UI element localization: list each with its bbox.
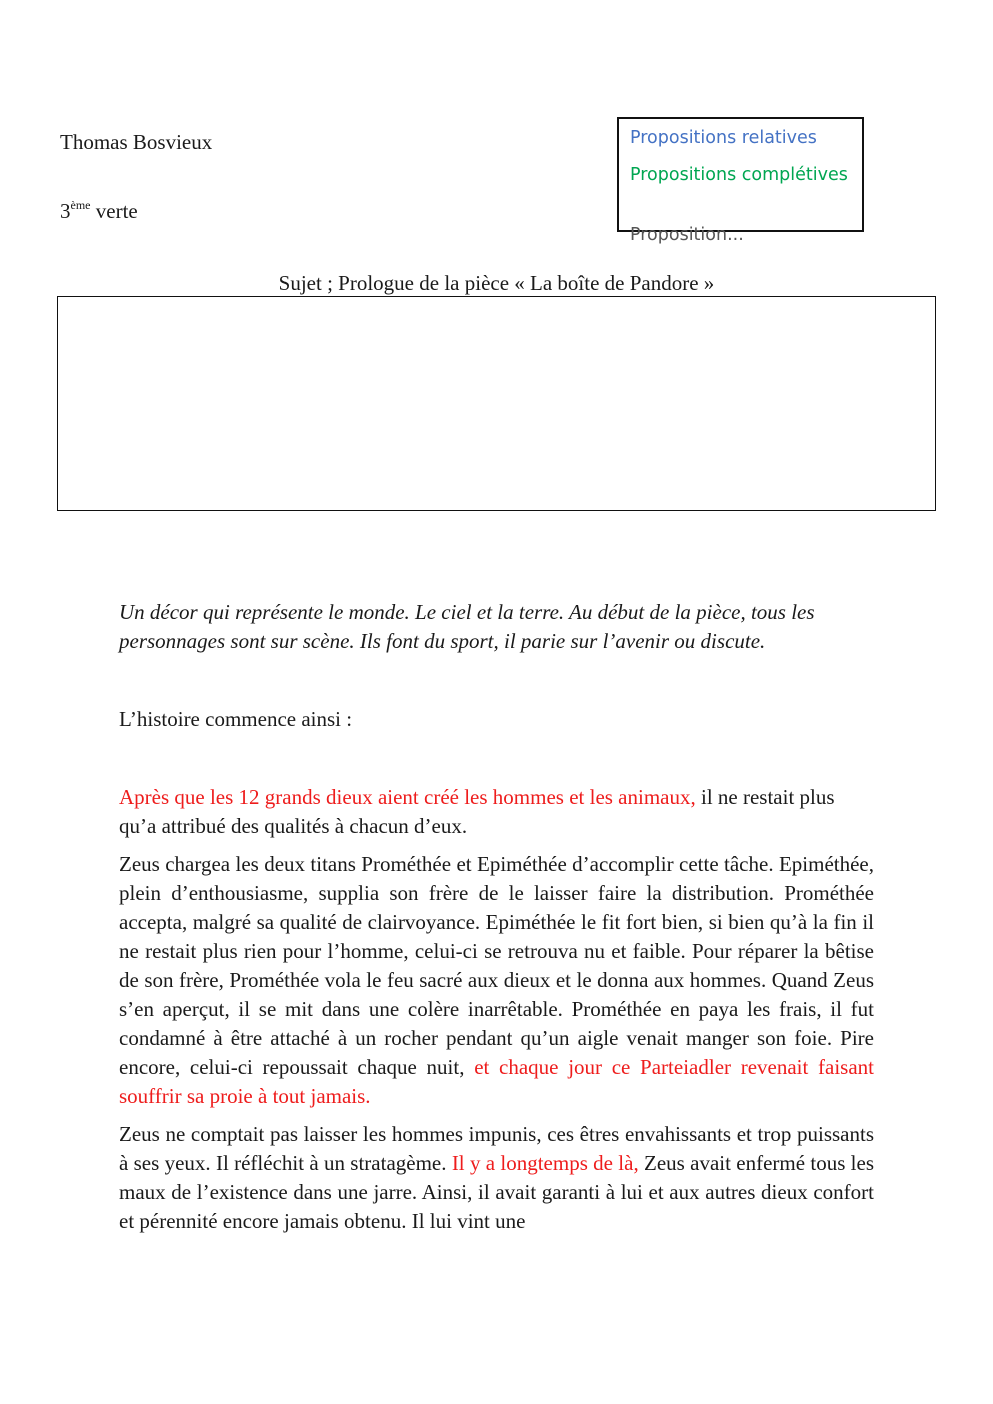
story-body xyxy=(119,783,874,1236)
highlighted-clause: Il y a longtemps de là, xyxy=(451,1151,639,1175)
stage-direction xyxy=(119,598,874,656)
story-intro: L’histoire commence ainsi : xyxy=(119,707,353,731)
paragraph-2 xyxy=(119,850,874,1111)
stage-direction-text: Un décor qui représente le monde. Le ciel et la terre. Au début de la pièce, tous les personnages sont sur scène. Ils font du sport, il parie sur l’avenir ou discute. xyxy=(119,600,815,653)
subject-title: Sujet ; Prologue de la pièce « La boîte de Pandore » xyxy=(278,271,715,295)
class-number: 3 xyxy=(60,199,71,223)
legend-cut-off-item: Proposition... xyxy=(630,225,744,245)
legend-completives: Propositions complétives xyxy=(630,165,848,185)
legend-relatives: Propositions relatives xyxy=(630,128,817,148)
empty-answer-box xyxy=(57,296,936,511)
paragraph-1-text: il ne restait plus qu’a attribué des qualités à chacun d’eux. xyxy=(119,785,835,838)
class-superscript: ème xyxy=(70,198,91,212)
paragraph-3-text-b: Zeus avait enfermé tous les maux de l’existence dans une jarre. Ainsi, il avait garanti à lui et aux autres dieux confort et pérennité encore jamais obtenu. Il lui vint une xyxy=(119,1151,874,1233)
color-legend-box xyxy=(617,117,864,245)
highlighted-clause: et chaque jour ce Parteiadler revenait faisant souffrir sa proie à tout jamais. xyxy=(119,1055,875,1108)
paragraph-2-text: Zeus chargea les deux titans Prométhée et Epiméthée d’accomplir cette tâche. Epiméthée, plein d’enthousiasme, supplia son frère de le laisser faire la distribution. Prométhée accepta, malgré sa qualité de clairvoyance. Epiméthée le fit fort bien, si bien qu’à la fin il ne restait plus rien pour l’homme, celui-ci se retrouva nu et faible. Pour réparer la bêtise de son frère, Prométhée vola le feu sacré aux dieux et le donna aux hommes. Quand Zeus s’en aperçut, il se mit dans une colère inarrêtable. Prométhée en paya les frais, il fut condamné à être attaché à un rocher pendant qu’un aigle venait manger son foie. Pire encore, celui-ci repoussait chaque nuit, xyxy=(119,852,874,1079)
paragraph-3-text-a: Zeus ne comptait pas laisser les hommes impunis, ces êtres envahissants et trop puissants à ses yeux. Il réfléchit à un stratagème. xyxy=(119,1122,874,1175)
class-name: verte xyxy=(90,199,138,223)
highlighted-clause: Après que les 12 grands dieux aient créé les hommes et les animaux, xyxy=(119,785,696,809)
paragraph-1 xyxy=(119,783,874,841)
author-name: Thomas Bosvieux xyxy=(60,130,213,154)
paragraph-3 xyxy=(119,1120,874,1236)
class-label xyxy=(60,198,138,224)
